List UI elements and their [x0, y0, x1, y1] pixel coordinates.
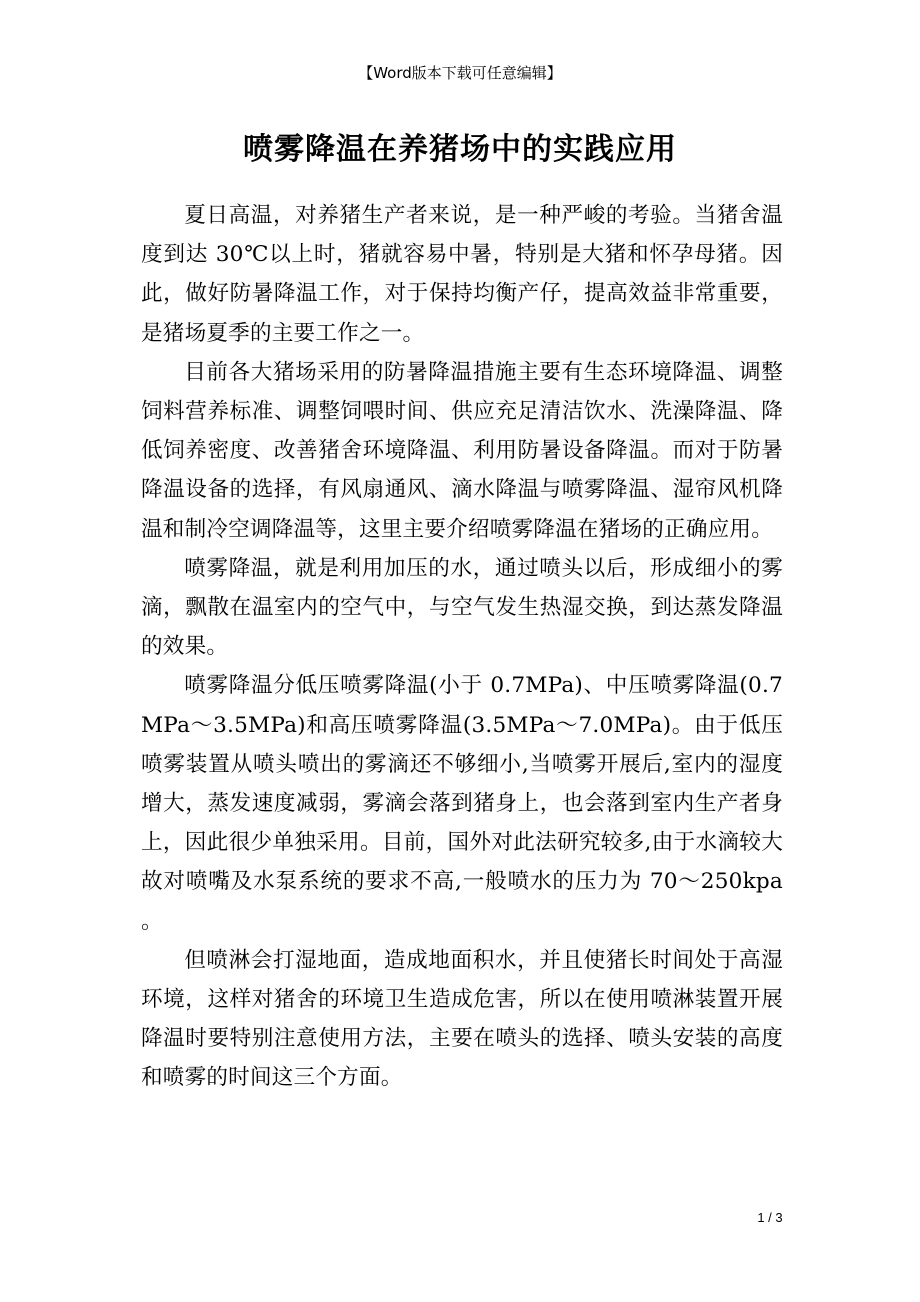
- paragraph: 夏日高温，对养猪生产者来说，是一种严峻的考验。当猪舍温度到达 30℃以上时，猪就容易中暑，特别是大猪和怀孕母猪。因此，做好防暑降温工作，对于保持均衡产仔，提高效益非常重要，是猪场夏季的主要工作之一。: [141, 203, 783, 346]
- paragraph: 喷雾降温，就是利用加压的水，通过喷头以后，形成细小的雾滴，飘散在温室内的空气中，与空气发生热湿交换，到达蒸发降温的效果。: [141, 555, 783, 660]
- document-body: [141, 196, 783, 1098]
- paragraph: 喷雾降温分低压喷雾降温(小于 0.7MPa)、中压喷雾降温(0.7MPa～3.5MPa)和高压喷雾降温(3.5MPa～7.0MPa)。由于低压喷雾装置从喷头喷出的雾滴还不够细小,当喷雾开展后,室内的湿度增大，蒸发速度减弱，雾滴会落到猪身上，也会落到室内生产者身上，因此很少单独采用。目前，国外对此法研究较多,由于水滴较大故对喷嘴及水泵系统的要求不高,一般喷水的压力为 70～250kpa 。: [141, 673, 783, 934]
- download-note: 【Word版本下载可任意编辑】: [358, 64, 562, 82]
- document-title: 喷雾降温在养猪场中的实践应用: [243, 132, 677, 167]
- paragraph: 但喷淋会打湿地面，造成地面积水，并且使猪长时间处于高湿环境，这样对猪舍的环境卫生造成危害，所以在使用喷淋装置开展降温时要特别注意使用方法，主要在喷头的选择、喷头安装的高度和喷雾的时间这三个方面。: [141, 947, 783, 1091]
- paragraph: 目前各大猪场采用的防暑降温措施主要有生态环境降温、调整饲料营养标准、调整饲喂时间、供应充足清洁饮水、洗澡降温、降低饲养密度、改善猪舍环境降温、利用防暑设备降温。而对于防暑降温设备的选择，有风扇通风、滴水降温与喷雾降温、湿帘风机降温和制冷空调降温等，这里主要介绍喷雾降温在猪场的正确应用。: [141, 359, 783, 542]
- page-number: 1 / 3: [757, 1210, 783, 1225]
